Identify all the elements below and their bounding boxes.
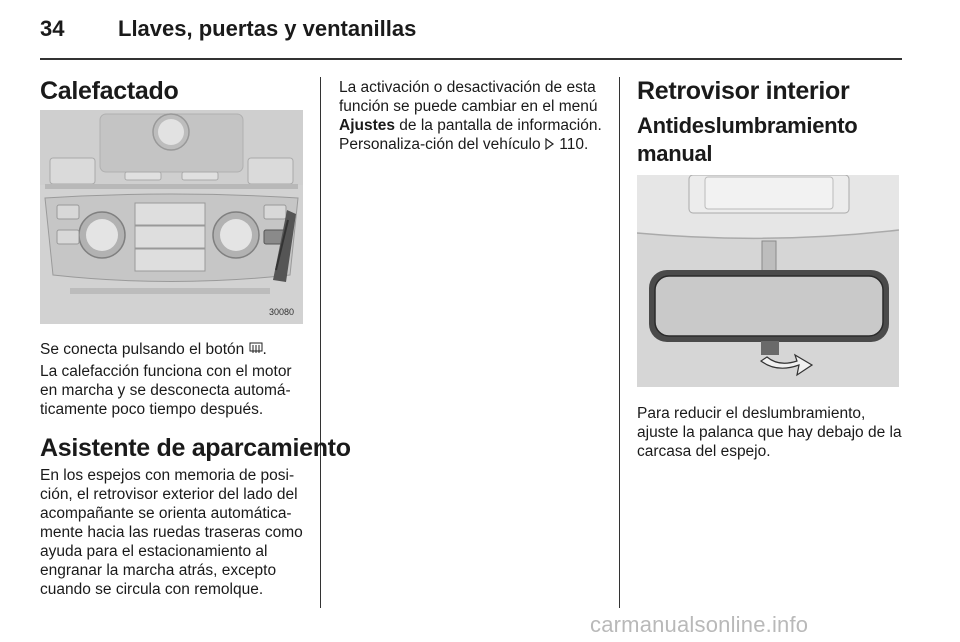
settings-text-mid: de la pantalla de información. Personaliza-ción del vehículo	[339, 117, 602, 153]
paragraph-anti-glare: Para reducir el deslumbramiento, ajuste la palanca que hay debajo de la carcasa del espejo.	[637, 405, 902, 460]
paragraph-button-end: .	[262, 341, 267, 358]
rear-defrost-icon	[249, 341, 263, 358]
settings-menu-word: Ajustes	[339, 117, 395, 134]
paragraph-heating: La calefacción funciona con el motor en marcha y se desconecta automá-ticamente poco tiempo después.	[40, 363, 292, 418]
paragraph-parking-assist: En los espejos con memoria de posi-ción, el retrovisor exterior del lado del acompañante se orienta automática-mente hacia las ruedas traseras como ayuda para el estacionamiento al engranar la marcha atrás, excepto cuando se circula con remolque.	[40, 467, 303, 598]
header-divider	[40, 58, 902, 60]
paragraph-settings	[339, 78, 607, 154]
column-divider-right	[619, 77, 620, 608]
section-heading-calefactado: Calefactado	[40, 77, 179, 105]
page-header-title: Llaves, puertas y ventanillas	[118, 16, 417, 41]
paragraph-button	[40, 340, 306, 359]
heater-controls-figure	[40, 110, 303, 324]
column-divider-left	[320, 77, 321, 608]
section-heading-parking-assist: Asistente de aparcamiento	[40, 434, 351, 462]
subsection-heading-anti-glare: Antideslumbramiento manual	[637, 113, 858, 166]
interior-mirror-illustration	[637, 175, 899, 387]
page-number: 34	[40, 16, 65, 41]
settings-text-start: La activación o desactivación de esta función se puede cambiar en el menú	[339, 79, 598, 115]
interior-mirror-figure	[637, 175, 899, 387]
page-reference: 110.	[559, 136, 589, 153]
figure-number: 30080	[269, 307, 295, 317]
page-ref-arrow-icon	[545, 136, 555, 153]
section-heading-interior-mirror: Retrovisor interior	[637, 77, 850, 105]
paragraph-button-text: Se conecta pulsando el botón	[40, 341, 249, 358]
watermark: carmanualsonline.info	[590, 612, 809, 637]
heater-controls-illustration	[40, 110, 303, 324]
